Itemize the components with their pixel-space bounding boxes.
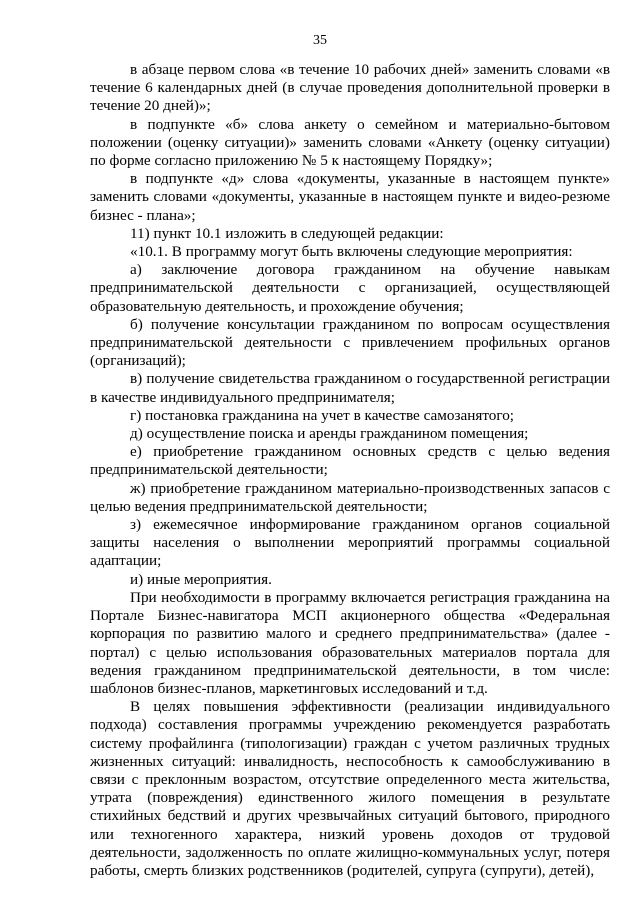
document-body bbox=[90, 61, 610, 880]
list-item-d: д) осуществление поиска и аренды гражданином помещения; bbox=[130, 425, 529, 443]
list-item-z: з) ежемесячное информирование гражданином органов социальной защиты населения о выполнении мероприятий программы социальной адаптации; bbox=[90, 516, 610, 570]
paragraph: В целях повышения эффективности (реализации индивидуального подхода) составления программы учреждению рекомендуется разработать систему профайлинга (типологизации) граждан с учетом различных трудных жизненных ситуаций: инвалидность, неспособность к самообслуживанию в связи с преклонным возрастом, отсутствие определенного места жительства, утрата (повреждения) единственного жилого помещения в результате стихийных бедствий и других чрезвычайных ситуаций бытового, природного или техногенного характера, низкий уровень доходов от трудовой деятельности, задолженность по оплате жилищно-коммунальных услуг, потеря работы, смерть близких родственников (родителей, супруга (супруги), детей), bbox=[90, 698, 610, 879]
list-item-e: е) приобретение гражданином основных средств с целью ведения предпринимательской деятельности; bbox=[90, 443, 610, 479]
paragraph: 11) пункт 10.1 изложить в следующей редакции: bbox=[130, 224, 444, 242]
paragraph: «10.1. В программу могут быть включены следующие мероприятия: bbox=[130, 243, 573, 261]
paragraph: в подпункте «д» слова «документы, указанные в настоящем пункте» заменить словами «документы, указанные в настоящем пункте и видео-резюме бизнес - плана»; bbox=[90, 170, 610, 224]
paragraph: При необходимости в программу включается регистрация гражданина на Портале Бизнес-навигатора МСП акционерного общества «Федеральная корпорация по развитию малого и среднего предпринимательства» (далее - портал) с целью использования образовательных материалов портала для ведения гражданином предпринимательской деятельности, в том числе: шаблонов бизнес-планов, маркетинговых исследований и т.д. bbox=[90, 588, 610, 697]
list-item-zh: ж) приобретение гражданином материально-производственных запасов с целью ведения предпринимательской деятельности; bbox=[90, 479, 610, 515]
list-item-v: в) получение свидетельства гражданином о государственной регистрации в качестве индивидуального предпринимателя; bbox=[90, 370, 610, 406]
list-item-i: и) иные мероприятия. bbox=[130, 570, 272, 588]
page-number: 35 bbox=[313, 33, 327, 48]
list-item-a: а) заключение договора гражданином на обучение навыкам предпринимательской деятельности с организацией, осуществляющей образовательную деятельность, и прохождение обучения; bbox=[90, 261, 610, 315]
paragraph: в абзаце первом слова «в течение 10 рабочих дней» заменить словами «в течение 6 календарных дней (в случае проведения дополнительной проверки в течение 20 дней)»; bbox=[90, 61, 610, 115]
list-item-g: г) постановка гражданина на учет в качестве самозанятого; bbox=[130, 406, 515, 424]
paragraph: в подпункте «б» слова анкету о семейном и материально-бытовом положении (оценку ситуации)» заменить словами «Анкету (оценку ситуации) по форме согласно приложению № 5 к настоящему Порядку»; bbox=[90, 115, 610, 170]
list-item-b: б) получение консультации гражданином по вопросам осуществления предпринимательской деятельности с привлечением профильных органов (организаций); bbox=[90, 315, 610, 370]
